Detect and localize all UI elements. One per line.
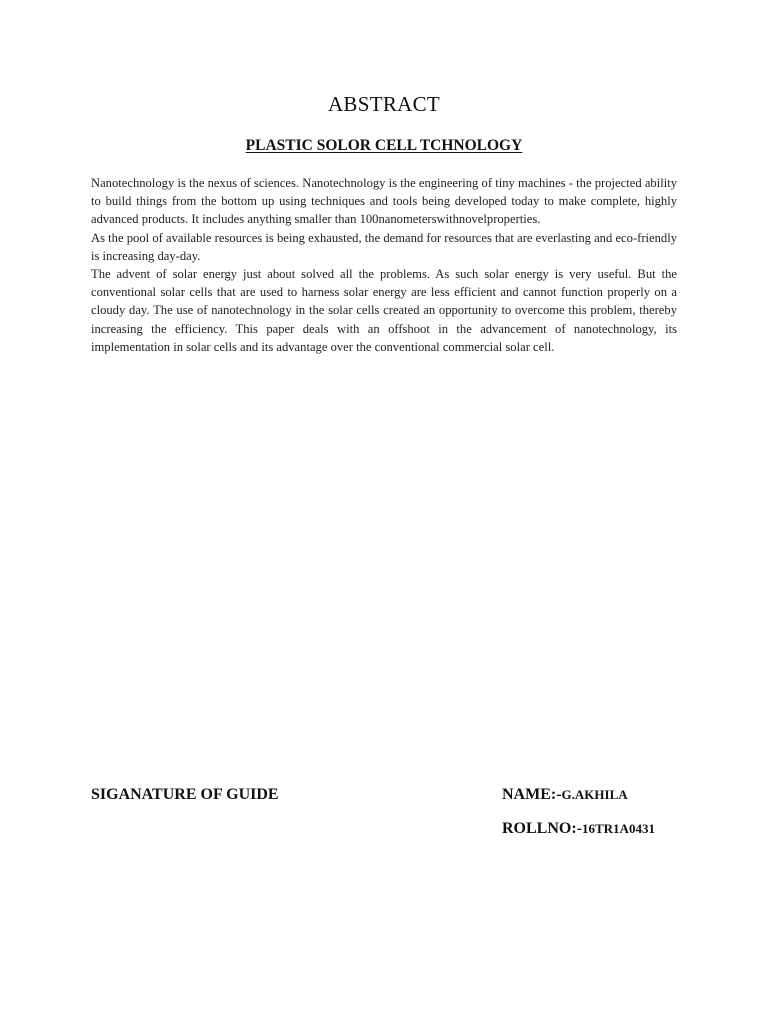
name-line	[502, 786, 628, 804]
roll-number-line	[502, 820, 655, 838]
roll-number-label: ROLLNO:-	[502, 820, 582, 837]
paragraph-intro: Nanotechnology is the nexus of sciences. Nanotechnology is the engineering of tiny machines - the projected ability to build things from the bottom up using techniques and tools being developed today to make complete, highly advanced products. It includes anything smaller than 100nanometerswithnovelproperties.	[91, 176, 677, 227]
abstract-heading: ABSTRACT	[327, 92, 441, 116]
abstract-body	[91, 174, 677, 356]
name-label: NAME:-	[502, 786, 562, 803]
roll-number-value: 16TR1A0431	[582, 821, 655, 836]
paragraph-solar: The advent of solar energy just about solved all the problems. As such solar energy is very useful. But the conventional solar cells that are used to harness solar energy are less efficient and cannot function properly on a cloudy day. The use of nanotechnology in the solar cells created an opportunity to overcome this problem, thereby increasing the efficiency. This paper deals with an offshoot in the advancement of nanotechnology, its implementation in solar cells and its advantage over the conventional commercial solar cell.	[91, 267, 677, 354]
name-value: G.AKHILA	[561, 787, 628, 802]
signature-of-guide-label: SIGANATURE OF GUIDE	[91, 786, 279, 803]
paragraph-resources: As the pool of available resources is being exhausted, the demand for resources that are everlasting and eco-friendly is increasing day-day.	[91, 230, 677, 263]
paper-title: PLASTIC SOLOR CELL TCHNOLOGY	[245, 137, 523, 154]
